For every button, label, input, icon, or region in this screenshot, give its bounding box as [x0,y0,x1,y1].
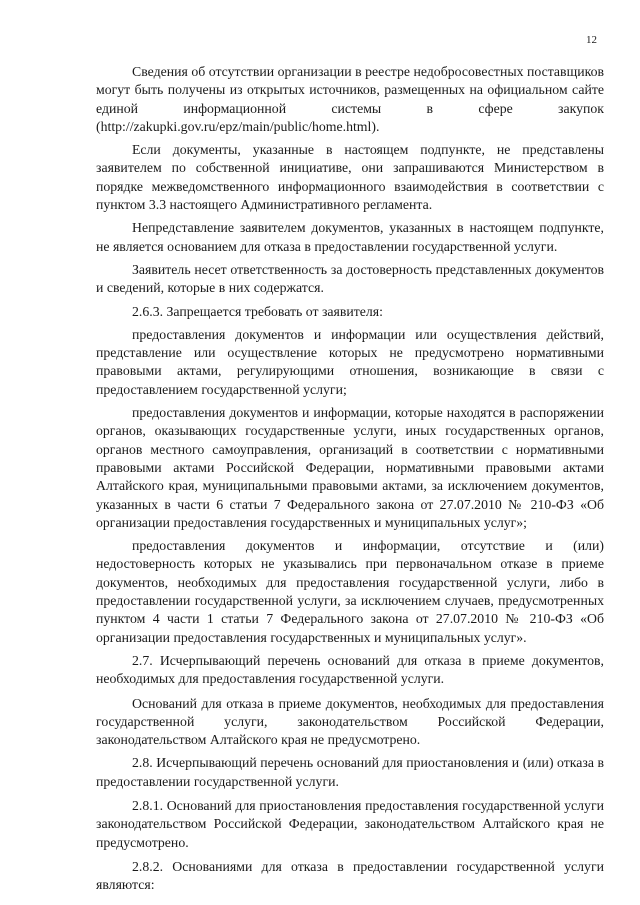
paragraph-interagency-request: Если документы, указанные в настоящем подпункте, не представлены заявителем по собственной инициативе, они запрашиваются Министерством в порядке межведомственного информационного взаимодействия в соответствии с пунктом 3.3 настоящего Административного регламента. [96,142,604,213]
page-number: 12 [586,34,597,46]
paragraph-2-8-2: 2.8.2. Основаниями для отказа в предоставлении государственной услуги являются: [96,858,604,893]
paragraph-applicant-responsibility: Заявитель несет ответственность за достоверность представленных документов и сведений, которые в них содержатся. [96,261,604,296]
paragraph-2-6-3-heading: 2.6.3. Запрещается требовать от заявителя: [132,303,383,319]
paragraph-prohibition-2: предоставления документов и информации, которые находятся в распоряжении органов, оказывающих государственные услуги, иных государственных органов, органов местного самоуправления, организаций в соответствии с нормативными правовыми актами Российской Федерации, нормативными правовыми актами Алтайского края, муниципальными правовыми актами, за исключением документов, указанных в части 6 статьи 7 Федерального закона от 27.07.2010 № 210-ФЗ «Об организации предоставления государственных и муниципальных услуг»; [96,405,604,530]
document-body [96,63,604,899]
paragraph-prohibition-1: предоставления документов и информации или осуществления действий, представление или осуществление которых не предусмотрено нормативными правовыми актами, регулирующими отношения, возникающие в связи с предоставлением государственной услуги; [96,326,604,397]
paragraph-2-8-heading: 2.8. Исчерпывающий перечень оснований для приостановления и (или) отказа в предоставлении государственной услуги. [96,755,604,789]
paragraph-no-refusal-grounds: Оснований для отказа в приеме документов, необходимых для предоставления государственной услуги, законодательством Российской Федерации, законодательством Алтайского края не предусмотрено. [96,695,604,748]
paragraph-2-8-1: 2.8.1. Оснований для приостановления предоставления государственной услуги законодательством Российской Федерации, законодательством Алтайского края не предусмотрено. [96,797,604,850]
paragraph-registry-info: Сведения об отсутствии организации в реестре недобросовестных поставщиков могут быть получены из открытых источников, размещенных на официальном сайте единой информационной системы в сфере закупок (http://zakupki.gov.ru/epz/main/public/home.html). [96,64,604,134]
paragraph-prohibition-3: предоставления документов и информации, отсутствие и (или) недостоверность которых не указывались при первоначальном отказе в приеме документов, необходимых для предоставления государственной услуги, либо в предоставлении государственной услуги, за исключением случаев, предусмотренных пунктом 4 части 1 статьи 7 Федерального закона от 27.07.2010 № 210-ФЗ «Об организации предоставления государственных и муниципальных услуг». [96,538,604,645]
paragraph-non-submission: Непредставление заявителем документов, указанных в настоящем подпункте, не является основанием для отказа в предоставлении государственной услуги. [96,220,604,254]
paragraph-2-7-heading: 2.7. Исчерпывающий перечень оснований для отказа в приеме документов, необходимых для предоставления государственной услуги. [96,652,604,687]
